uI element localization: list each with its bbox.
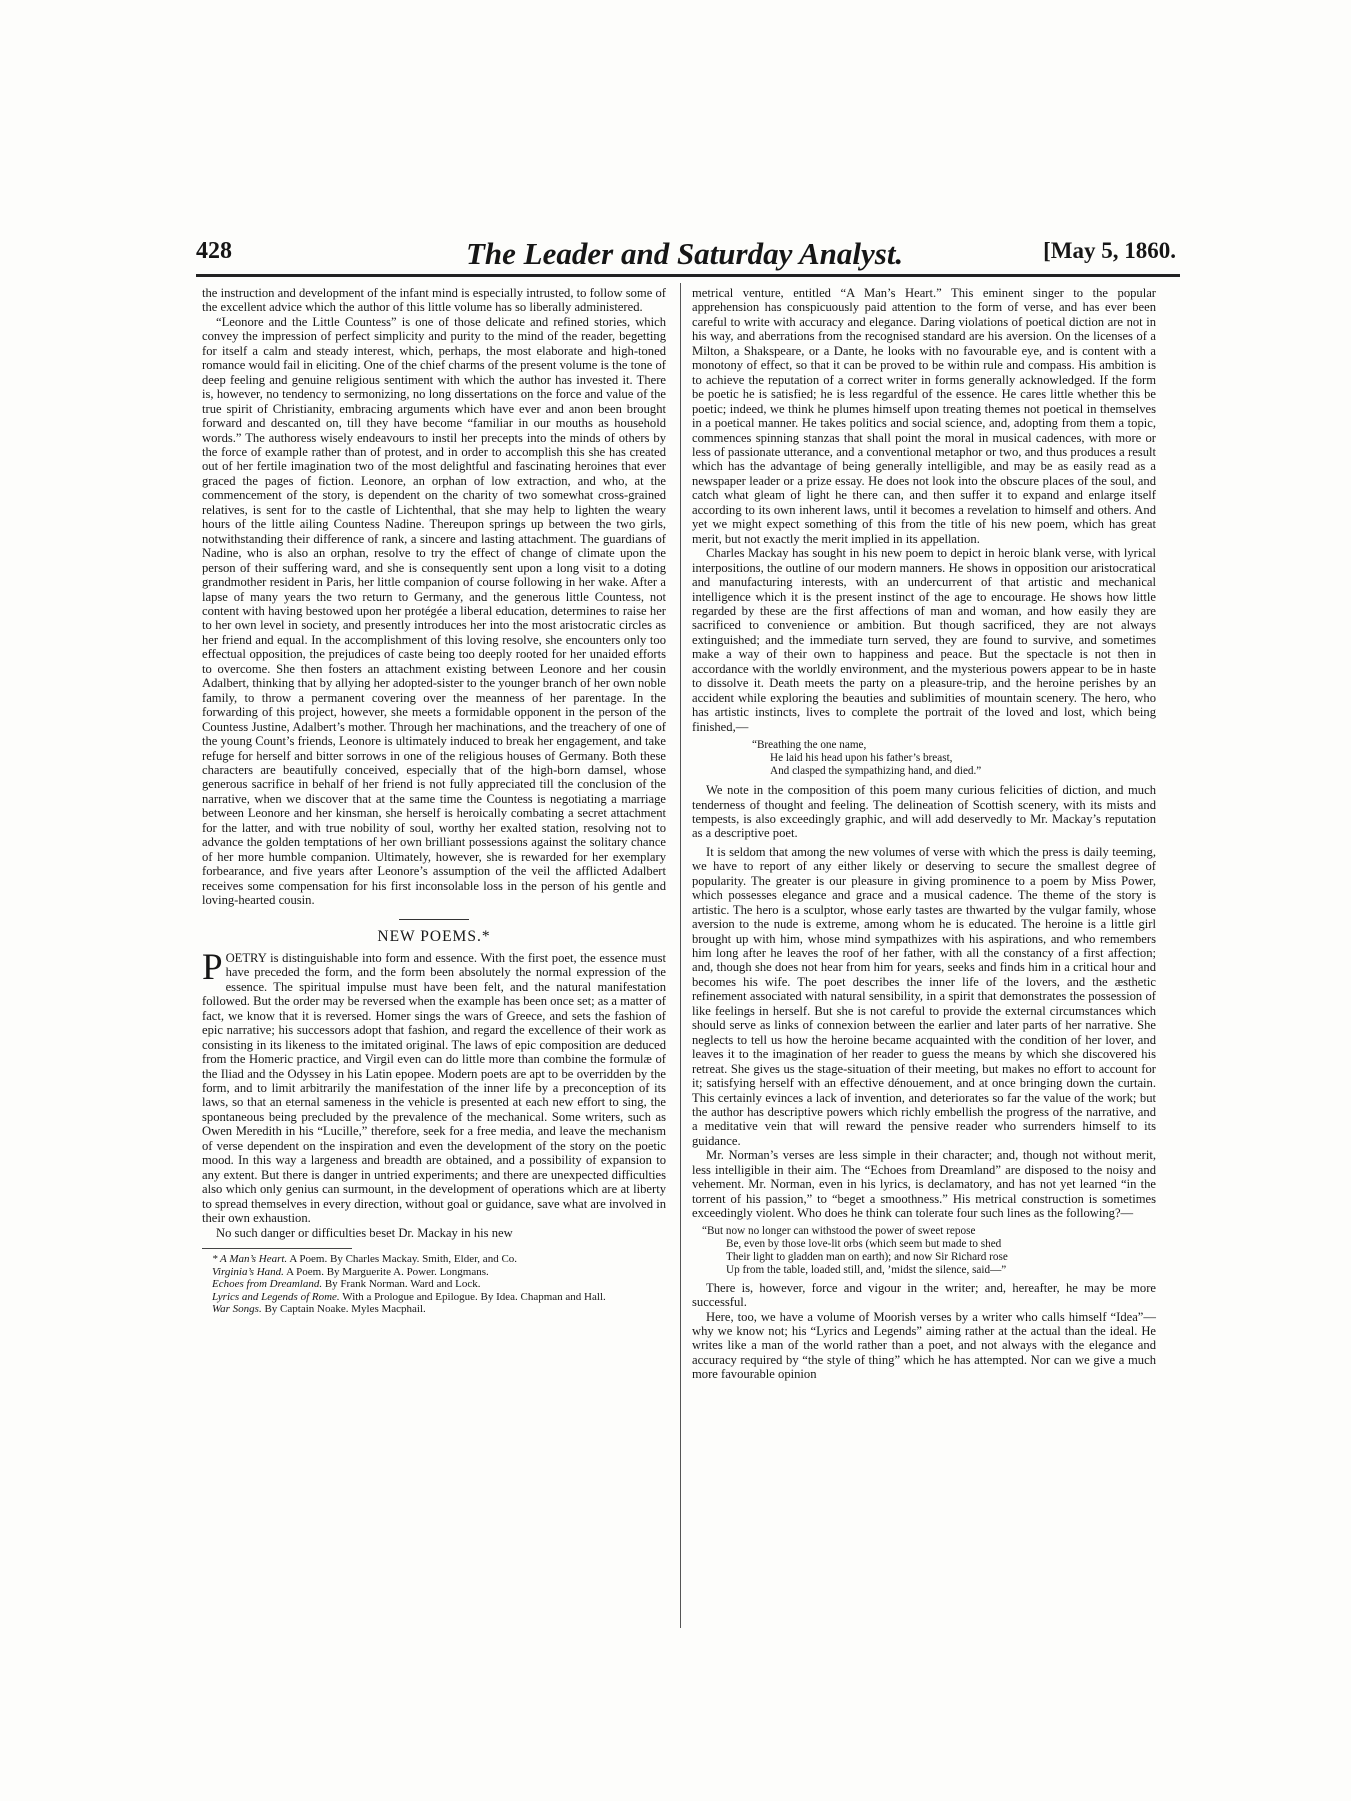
issue-date: [May 5, 1860. [1043,238,1176,263]
paragraph: Charles Mackay has sought in his new poem to depict in heroic blank verse, with lyrical interpositions, the outline of our modern manners. He shows in opposition our aristocratical and manufacturing interests, with an undercurrent of that artistic and mechanical intelligence which it is the present instinct of the age to encourage. He shows how little regarded by these are the first affections of man and woman, and how easily they are sacrificed to convenience or ambition. But though sacrificed, they are not always extinguished; and the immediate turn served, they are found to survive, and sometimes make a way of their own to happiness and peace. But the spectacle is not then in accordance with the worldly environment, and the mysterious powers appear to be in haste to dissolve it. Death meets the party on a pleasure-trip, and the heroine perishes by an accident while exploring the beauties and sublimities of mountain scenery. The hero, who has artistic instincts, lives to complete the portrait of the loved and lost, which being finished,— [692,546,1156,734]
verse-line: Their light to gladden man on earth); and now Sir Richard rose [726,1250,1008,1263]
footnote-text: A Poem. By Charles Mackay. Smith, Elder, and Co. [289,1253,518,1265]
paragraph: metrical venture, entitled “A Man’s Heart.” This eminent singer to the popular apprehension has conspicuously paid attention to the form of verse, and has ever been careful to write with accuracy and elegance. Daring violations of poetical diction are not in his way, and aberrations from the recognised standard are his aversion. On the licenses of a Milton, a Shakspeare, or a Dante, he looks with no favourable eye, and is content with a monotony of effect, so that it can be proved to be within rule and compass. His ambition is to achieve the reputation of a correct writer in forms generally acknowledged. If the form be poetic he is satisfied; he is less regardful of the essence. He cares little whether this be poetic; indeed, we think he plumes himself upon treating themes not poetical in themselves in a poetical manner. He takes politics and social science, and, adopting from them a topic, commences spinning stanzas that shall point the moral in musical cadences, with more or less of passionate utterance, and a conventional metaphor or two, and thus produces a result which has the advantage of being generally intelligible, and may be as easily read as a newspaper leader or a prize essay. He does not look into the obscure places of the soul, and catch what gleam of light he there can, and then suffer it to expand and enlarge itself according to its own inherent laws, until it becomes a revelation to himself and others. And yet we might expect something of this from the title of his new poem, which has great merit, but not exactly the merit implied in its appellation. [692,286,1156,546]
footnote-rule [202,1248,352,1249]
right-column [692,286,1156,1382]
paragraph: We note in the composition of this poem many curious felicities of diction, and much tenderness of thought and feeling. The delineation of Scottish scenery, with its mists and tempests, is also exceedingly graphic, and will add deservedly to Mr. Mackay’s reputation as a descriptive poet. [692,783,1156,841]
verse-line: “But now no longer can withstood the power of sweet repose [702,1224,976,1237]
paragraph: There is, however, force and vigour in the writer; and, hereafter, he may be more successful. [692,1280,1156,1310]
footnote-text: By Frank Norman. Ward and Lock. [324,1278,481,1291]
verse-line: And clasped the sympathizing hand, and died.” [770,765,982,778]
footnote [202,1253,666,1266]
footnote-title: Virginia’s Hand. [212,1265,284,1278]
paragraph: “Leonore and the Little Countess” is one of those delicate and refined stories, which convey the impression of perfect simplicity and purity to the mind of the reader, begetting for itself a calm and steady interest, which, perhaps, the most elaborate and high-toned romance would fail in eliciting. One of the chief charms of the present volume is the tone of deep feeling and genuine religious sentiment with which the author has invested it. There is, however, no tendency to sermonizing, no long dissertations on the force and value of the true spirit of Christianity, embracing arguments which have ever and anon been brought forward and descanted on, till they have become “familiar in our mouths as household words.” The authoress wisely endeavours to instil her precepts into the minds of others by the force of example rather than of protest, and in order to accomplish this she has created out of her fertile imagination two of the most delightful and fascinating heroines that ever graced the pages of fiction. Leonore, an orphan of low extraction, and who, at the commencement of the story, is dependent on the charity of two somewhat cross-grained relatives, is sent for to the castle of Lichtenthal, that she may help to lighten the weary hours of the little ailing Countess Nadine. Thereupon springs up between the two girls, notwithstanding their difference of rank, a sincere and lasting attachment. The guardians of Nadine, who is also an orphan, resolve to try the effect of change of climate upon the person of their suffering ward, and she is consequently sent upon a long visit to a doting grandmother resident in Paris, her little companion of course following in her wake. After a lapse of many years the two return to Germany, and the generous little Countess, not content with having bestowed upon her protégée a liberal education, determines to raise her to her own level in society, and presently introduces her into the most aristocratic circles as her friend and equal. In the accomplishment of this loving resolve, she encounters only too effectual opposition, the prejudices of caste being too deeply rooted for her unaided efforts to overcome. She then fosters an attachment existing between Leonore and her cousin Adalbert, thinking that by allying her adopted-sister to the younger branch of her own noble family, to throw a permanent covering over the meanness of her parentage. In the forwarding of this project, however, she meets a formidable opponent in the person of the Countess Justine, Adalbert’s mother. Through her machinations, and the treachery of one of the young Count’s friends, Leonore is ultimately induced to break her engagement, and take refuge for herself and bitter sorrows in one of the religious houses of Germany. Both these characters are beautifully conceived, especially that of the high-born damsel, whose generous sacrifice in behalf of her friend is not fully appreciated till the conclusion of the narrative, when we discover that at the same time the Countess is negotiating a marriage between Leonore and her kinsman, she herself is heroically combating a secret attachment for the latter, and with true nobility of soul, worthy her exalted station, resolving not to advance the golden temptations of her own brilliant possessions against the solitary chance of her more humble companion. Ultimately, however, she is rewarded for her exemplary forbearance, and five years after Leonore’s assumption of the veil the afflicted Adalbert receives some compensation for his first inconsolable loss in the person of his gentle and loving-hearted cousin. [202,314,666,908]
footnote-title: Lyrics and Legends of Rome. [212,1290,340,1303]
verse-line: Up from the table, loaded still, and, ’midst the silence, said—” [726,1263,1007,1276]
paragraph: Mr. Norman’s verses are less simple in their character; and, though not without merit, less intelligible in their aim. The “Echoes from Dreamland” are disposed to the noisy and vehement. Mr. Norman, even in his lyrics, is declamatory, and has not yet learned “in the torrent of his passion,” to “beget a smoothness.” His metrical construction is sometimes exceedingly violent. Who does he think can tolerate four such lines as the following?— [692,1148,1156,1221]
footnote-title: Echoes from Dreamland. [212,1278,323,1291]
page-number: 428 [196,238,232,264]
header-rule [196,274,1180,277]
paragraph [202,946,666,1226]
paragraph: It is seldom that among the new volumes of verse with which the press is daily teeming, we have to report of any either likely or deserving to secure the smallest degree of popularity. The greater is our pleasure in giving prominence to a poem by Miss Power, which possesses elegance and grace and a musical cadence. The theme of the story is artistic. The hero is a sculptor, whose early tastes are thwarted by the vulgar family, whose aversion to the nude is extreme, among whom he is educated. The heroine is a little girl brought up with him, whose mind sympathizes with his aspirations, and who remembers him long after he leaves the roof of her father, with all the constancy of a first affection; and, though she does not hear from him for years, seeks and finds him in a critical hour and becomes his wife. The poet describes the inner life of the lovers, and the æsthetic refinement associated with natural sensibility, in a spirit that demonstrates the possession of like feelings in herself. But she is not careful to provide the external circumstances which should serve as links of connexion between the earlier and later parts of her narrative. She neglects to tell us how the heroine became acquainted with the condition of her lover, and leaves it to the imagination of her reader to guess the means by which she discovered his retreat. She gives us the stage-situation of their meeting, but makes no effort to account for it; satisfying herself with an effective dénouement, and at once bringing down the curtain. This certainly evinces a lack of invention, and deteriorates so far the value of the work; but the author has descriptive powers which richly embellish the progress of the narrative, and a meditative vein that will reward the pensive reader who surrenders himself to its guidance. [692,844,1156,1148]
section-heading [202,919,666,944]
page-header [196,238,1180,272]
footnote [202,1266,666,1279]
footnote-title: War Songs. [212,1303,262,1316]
footnote [202,1278,666,1291]
paragraph: No such danger or difficulties beset Dr. Mackay in his new [216,1225,513,1240]
verse-line: He laid his head upon his father’s breast, [770,752,953,765]
footnote-text: By Captain Noake. Myles Macphail. [264,1303,426,1316]
section-title: NEW POEMS.* [377,928,491,946]
footnote [202,1291,666,1304]
verse-quotation [692,739,1156,778]
paragraph: the instruction and development of the infant mind is especially intrusted, to follow some of the excellent advice which the author of this little volume has so liberally administered. [202,286,666,315]
verse-line: Be, even by those love-lit orbs (which seem but made to shed [726,1237,1002,1250]
footnote-title: * A Man’s Heart. [212,1253,288,1265]
section-rule [399,919,469,920]
paragraph: Here, too, we have a volume of Moorish verses by a writer who calls himself “Idea”—why we know not; his “Lyrics and Legends” aiming rather at the actual than the ideal. He writes like a man of the world rather than a poet, and not always with the elegance and accuracy required by “the style of thing” which he has attempted. Nor can we give a much more favourable opinion [692,1309,1156,1382]
footnote-text: With a Prologue and Epilogue. By Idea. Chapman and Hall. [342,1290,606,1303]
left-column [202,286,666,1316]
periodical-title: The Leader and Saturday Analyst. [466,236,904,271]
drop-cap: P [202,946,223,988]
verse-quotation [692,1225,1156,1277]
column-divider [680,283,681,1628]
verse-line: “Breathing the one name, [752,739,867,752]
footnote [202,1303,666,1316]
paragraph-text: OETRY is distinguishable into form and essence. With the first poet, the essence must have preceded the form, and the form been absolutely the normal expression of the essence. The spiritual impulse must have been felt, and the natural manifestation followed. But the order may be reversed when the example has been once set; as a matter of fact, we know that it is reversed. Homer sings the wars of Greece, and sets the fashion of epic narrative; his successors adopt that fashion, and regard the excellence of their work as consisting in its likeness to the imitated original. The laws of epic composition are deduced from the Homeric practice, and Virgil even can do little more than combine the formulæ of the Iliad and the Odyssey in his Latin epopee. Modern poets are apt to be overridden by the form, and to limit arbitrarily the manifestation of the inner life by a preconception of its laws, so that an eternal sameness in the vehicle is presented at each new effort to sing, the spontaneous being precluded by the prevalence of the mechanical. Some writers, such as Owen Meredith in his “Lucille,” therefore, seek for a free media, and leave the mechanism of verse dependent on the inspiration and even the development of the story on the poetic mood. In this way a largeness and breadth are obtained, and a possibility of expansion to any extent. But there is danger in untried experiments; and there are unexpected difficulties also which only genius can surmount, in the development of operations which are at liberty to spread themselves in every direction, without goal or guidance, save what are involved in their own exhaustion. [202,950,666,1226]
footnote-text: A Poem. By Marguerite A. Power. Longmans. [286,1265,489,1278]
